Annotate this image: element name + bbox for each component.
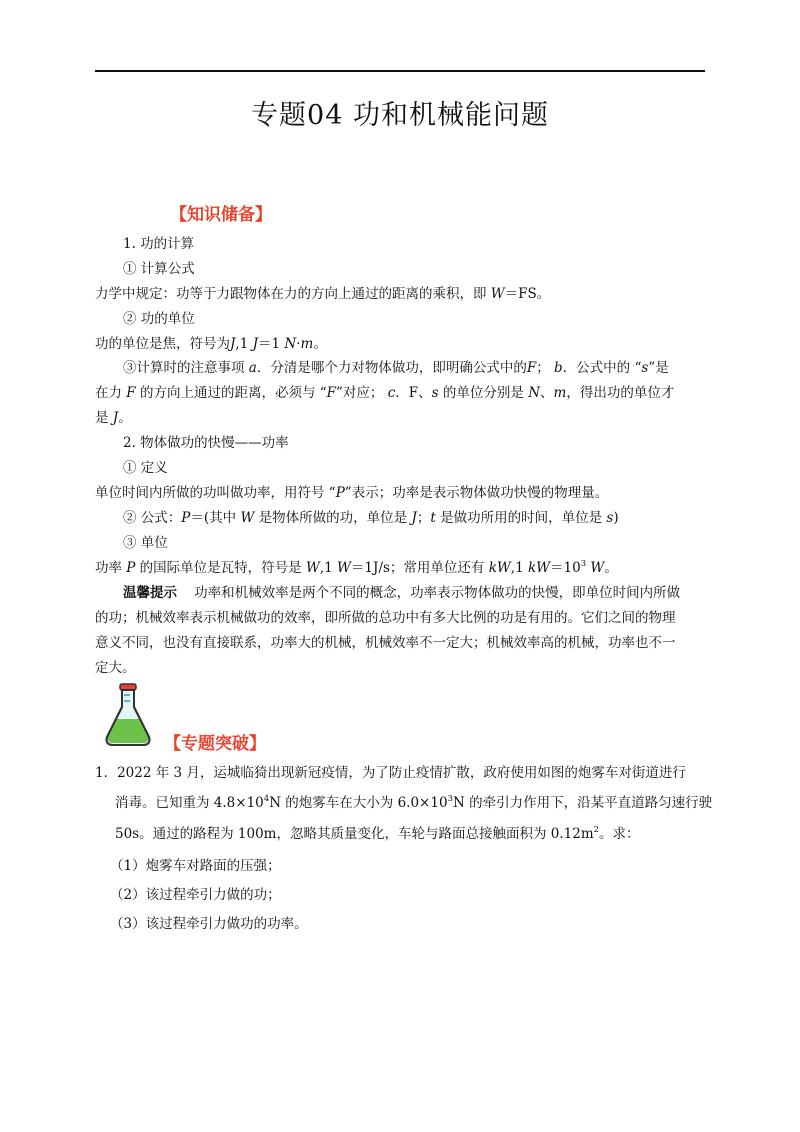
unit-label: ② 功的单位	[123, 311, 195, 327]
top-rule	[95, 70, 705, 72]
formula-label: ① 计算公式	[123, 261, 195, 277]
power-unit-label: ③ 单位	[123, 535, 168, 551]
tip-label: 温馨提示	[123, 585, 177, 601]
notes-line-2: 在力 F 的方向上通过的距离，必须与 “F”对应； c．F、s 的单位分别是 N、m，得出功的单位才	[95, 385, 675, 401]
tip-line-3: 意义不同，也没有直接联系，功率大的机械，机械效率不一定大；机械效率高的机械，功率也不一	[95, 635, 676, 651]
item-power: 2. 物体做功的快慢——功率	[123, 435, 289, 451]
flask-icon	[102, 683, 154, 747]
notes-line-3: 是 J。	[95, 410, 132, 426]
question-1-line-2: 消毒。已知重为 $4.8\times 10^4N$ 的炮雾车在大小为 $6.0\times 10^3N$ 的牵引力作用下，沿某平直道路匀速行驶	[115, 794, 713, 811]
power-definition: 单位时间内所做的功叫做功率，用符号 “P”表示；功率是表示物体做功快慢的物理量。	[95, 485, 609, 501]
tip-line-1: 温馨提示 功率和机械效率是两个不同的概念，功率表示物体做功的快慢，即单位时间内所做	[123, 585, 681, 601]
unit-definition: 功的单位是焦，符号为J,1 J＝1 N·m。	[95, 336, 327, 352]
tip-line-2: 的功；机械效率表示机械做功的效率，即所做的总功中有多大比例的功是有用的。它们之间的物理	[95, 610, 676, 626]
notes-line-1: ③计算时的注意事项 a．分清是哪个力对物体做功，即明确公式中的F； b．公式中的 “s”是	[123, 360, 669, 376]
knowledge-heading: 【知识储备】	[170, 205, 272, 225]
power-formula: ② 公式：P＝(其中 W 是物体所做的功，单位是 J；t 是做功所用的时间，单位是 s)	[123, 510, 619, 526]
sub-question-1: （1）炮雾车对路面的压强；	[110, 858, 281, 874]
item-work-calculation: 1. 功的计算	[123, 236, 195, 252]
sub-question-3: （3）该过程牵引力做功的功率。	[110, 916, 308, 932]
power-unit-text: 功率 P 的国际单位是瓦特，符号是 W,1 W＝1J/s；常用单位还有 kW,1 $kW=10^3$ W。	[95, 559, 618, 576]
tip-line-4: 定大。	[95, 660, 136, 676]
formula-definition: 力学中规定：功等于力跟物体在力的方向上通过的距离的乘积，即 W＝FS。	[95, 286, 551, 302]
question-1-line-1: 1．2022 年 3 月，运城临猗出现新冠疫情，为了防止疫情扩散，政府使用如图的炮雾车对街道进行	[95, 765, 686, 781]
definition-label: ① 定义	[123, 460, 168, 476]
question-1-line-3: 50s。通过的路程为 100m，忽略其质量变化，车轮与路面总接触面积为 $0.12m^2$。求：	[115, 825, 640, 842]
sub-question-2: （2）该过程牵引力做的功；	[110, 887, 281, 903]
breakthrough-heading: 【专题突破】	[164, 734, 266, 754]
page-title: 专题04 功和机械能问题	[251, 100, 549, 131]
